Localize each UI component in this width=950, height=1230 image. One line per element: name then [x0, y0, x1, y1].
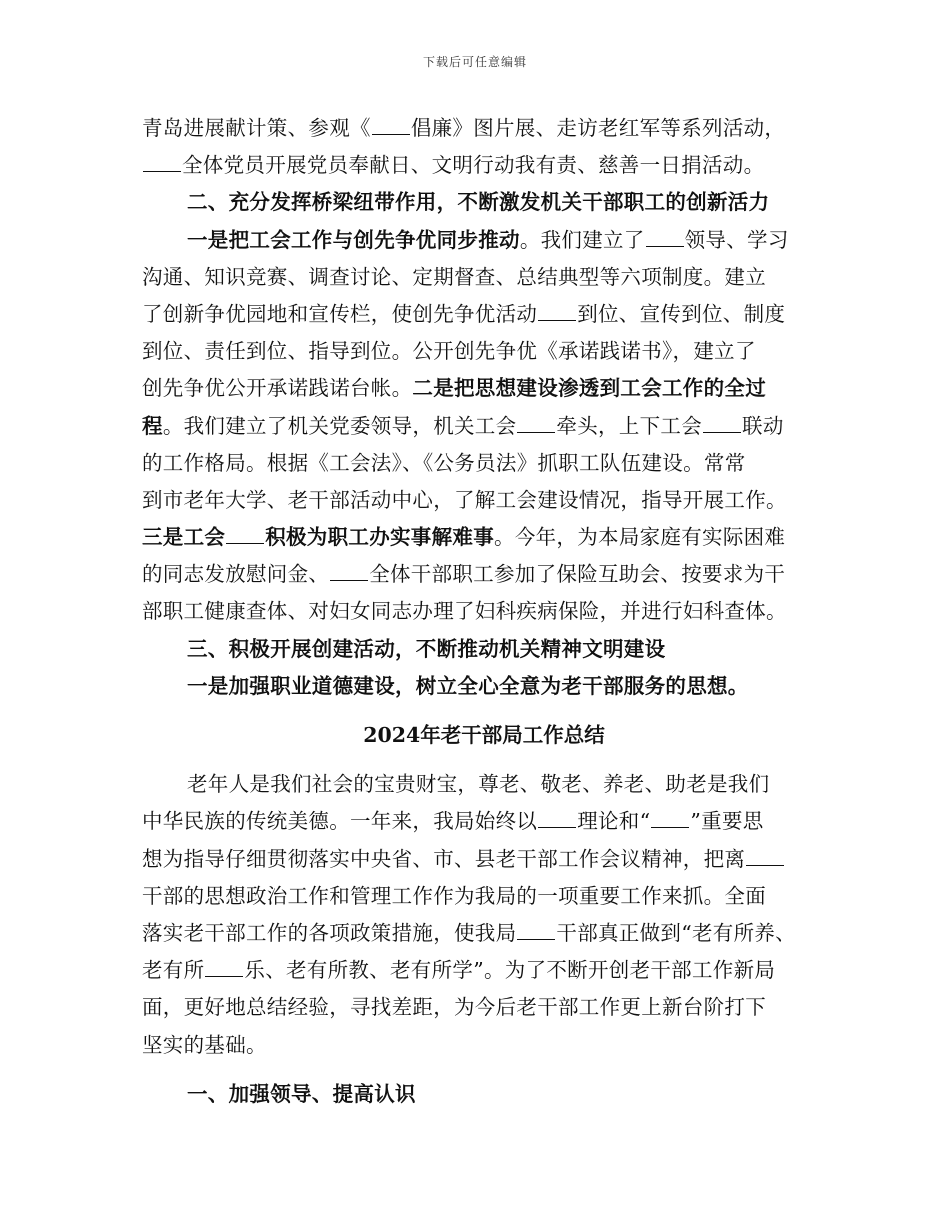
text-run: 。我们建立了: [519, 227, 645, 252]
paragraph-line: [142, 222, 814, 259]
text-run: 领导、学习: [684, 227, 789, 252]
bold-run: 积极为职工办实事解难事: [265, 525, 495, 550]
text-run: 想为指导仔细贯彻落实中央省、市、县老干部工作会议精神，把离: [142, 846, 746, 871]
text-run: 坚实的基础。: [142, 1032, 267, 1057]
text-run: 二、充分发挥桥梁纽带作用，不断激发机关干部职工的创新活力: [187, 190, 770, 215]
blank-underline: [226, 542, 264, 544]
text-run: 干部真正做到“老有所养、: [556, 920, 796, 945]
text-run: 理论和“: [577, 809, 651, 834]
paragraph-line: [142, 593, 814, 630]
blank-underline: [651, 826, 689, 828]
text-run: 牵头，上下工会: [556, 413, 703, 438]
paragraph-line: [142, 766, 814, 803]
blank-underline: [372, 133, 410, 135]
blank-underline: [517, 938, 555, 940]
text-run: 沟通、知识竞赛、调查讨论、定期督查、总结典型等六项制度。建立: [142, 264, 766, 289]
text-run: 倡廉》图片展、走访老红军等系列活动，: [410, 116, 786, 140]
text-run: 的工作格局。根据《工会法》、《公务员法》抓职工队伍建设。常常: [142, 450, 746, 475]
blank-underline: [646, 245, 684, 247]
paragraph-line: [142, 1027, 814, 1064]
text-run: 到市老年大学、老干部活动中心，了解工会建设情况，指导开展工作。: [142, 487, 787, 512]
paragraph-line: [142, 556, 814, 593]
blank-underline: [538, 319, 576, 321]
paragraph-line: [142, 952, 814, 989]
page-header: 下载后可任意编辑: [422, 55, 527, 69]
text-run: 全体党员开展党员奉献日、文明行动我有责、慈善一日捐活动。: [182, 153, 765, 178]
text-run: 部职工健康查体、对妇女同志办理了妇科疾病保险，并进行妇科查体。: [142, 599, 787, 624]
paragraph-line: [142, 408, 814, 445]
subsection-heading: [142, 668, 814, 705]
bold-run: 程: [142, 413, 163, 438]
text-run: 落实老干部工作的各项政策措施，使我局: [142, 920, 517, 945]
text-run: 创先争优公开承诺践诺台帐。: [142, 376, 413, 401]
paragraph-line: [142, 259, 814, 296]
text-run: ”重要思: [690, 809, 764, 834]
text-run: 。今年，为本局家庭有实际困难: [494, 525, 786, 550]
text-run: 老有所: [142, 958, 205, 983]
text-run: 了创新争优园地和宣传栏，使创先争优活动: [142, 301, 538, 326]
text-run: 面，更好地总结经验，寻找差距，为今后老干部工作更上新台阶打下: [142, 995, 766, 1020]
text-run: 的同志发放慰问金、: [142, 562, 330, 587]
blank-underline: [746, 864, 784, 866]
bold-run: 三是工会: [142, 525, 226, 550]
blank-underline: [538, 826, 576, 828]
text-run: 一是加强职业道德建设，树立全心全意为老干部服务的思想。: [187, 673, 749, 698]
section-heading: [142, 631, 814, 668]
paragraph-line: [142, 803, 814, 840]
paragraph-line: [142, 915, 814, 952]
blank-underline: [517, 431, 555, 433]
blank-underline: [143, 170, 181, 172]
text-run: 乐、老有所教、老有所学”。为了不断开创老干部工作新局: [244, 958, 776, 983]
paragraph-line: [142, 296, 814, 333]
paragraph-line: [142, 519, 814, 556]
document-body: [142, 110, 814, 1113]
text-run: 青岛进展献计策、参观《: [142, 116, 371, 140]
section-heading: [142, 184, 814, 221]
text-run: 中华民族的传统美德。一年来，我局始终以: [142, 809, 538, 834]
text-run: 干部的思想政治工作和管理工作作为我局的一项重要工作来抓。全面: [142, 883, 766, 908]
blank-underline: [703, 431, 741, 433]
text-run: 三、积极开展创建活动，不断推动机关精神文明建设: [187, 636, 666, 661]
text-run: 到位、责任到位、指导到位。公开创先争优《承诺践诺书》，建立了: [142, 339, 756, 364]
paragraph-line: [142, 333, 814, 370]
paragraph-line: [142, 147, 814, 184]
blank-underline: [205, 975, 243, 977]
text-run: 联动: [742, 413, 784, 438]
paragraph-line: [142, 841, 814, 878]
paragraph-line: [142, 989, 814, 1026]
text-run: 全体干部职工参加了保险互助会、按要求为干: [369, 562, 786, 587]
paragraph-line: [142, 878, 814, 915]
document-title: 2024年老干部局工作总结: [363, 723, 605, 747]
paragraph-line: [142, 445, 814, 482]
bold-run: 二是把思想建设渗透到工会工作的全过: [412, 376, 767, 401]
text-run: 老年人是我们社会的宝贵财宝，尊老、敬老、养老、助老是我们: [187, 772, 770, 797]
text-run: 。我们建立了机关党委领导，机关工会: [162, 413, 517, 438]
paragraph-line: [142, 370, 814, 407]
blank-underline: [330, 579, 368, 581]
text-run: 到位、宣传到位、制度: [577, 301, 786, 326]
paragraph-line: [142, 110, 814, 147]
paragraph-line: [142, 482, 814, 519]
bold-run: 一是把工会工作与创先争优同步推动: [187, 227, 520, 252]
section-heading: 一、加强领导、提高认识: [187, 1081, 416, 1106]
